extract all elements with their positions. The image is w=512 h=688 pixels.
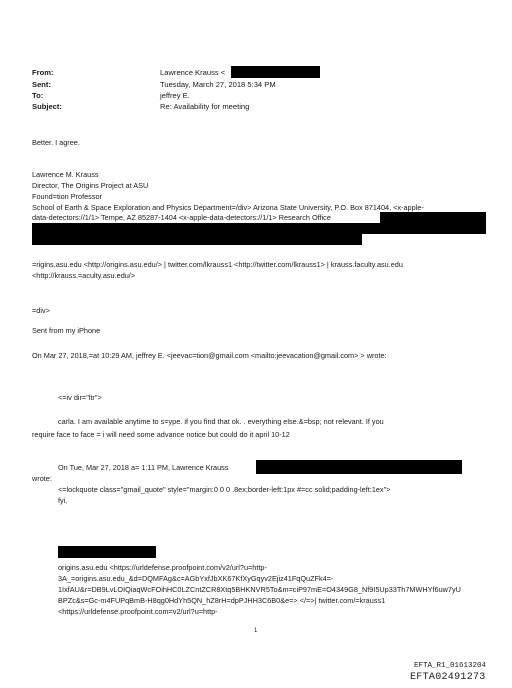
blockquote-text: <=lockquote class="gmail_quote" style="margin:0 0 0 .8ex;border-left:1px #=cc solid;padding-left:1ex"> <box>58 485 391 494</box>
sent-value: Tuesday, March 27, 2018 5:34 PM <box>160 80 276 89</box>
div-dir-text: <=iv dir="ltr"> <box>58 393 102 402</box>
url-line: origins.asu.edu <https://urldefense.proofpoint.com/v2/url?u=http- <box>58 563 267 572</box>
signature-line: School of Earth & Space Exploration and Physics Department=/div> Arizona State University, P.O. Box 871404, <x-apple- <box>32 203 424 212</box>
to-value: jeffrey E. <box>160 91 190 100</box>
redaction-block <box>32 234 362 245</box>
quoted-header: On Mar 27, 2018,=at 10:29 AM, jeffrey E. <jeevac=tion@gmail.com <mailto:jeevacation@gmail.com> > wrote: <box>32 351 387 360</box>
url-line: <https://urldefense.proofpoint.com=v2/url?u=http- <box>58 607 218 616</box>
message-line: carla. I am available anytime to s=ype. if you find that ok. . everything else.&=bsp; not relevant. If you <box>58 417 384 426</box>
url-line: BPZc&s=Gc-m4FUPqBmB-H8qg0HdYh5QN_hZ8rH=dpPJHH3C6B0&e=> </=>| twitter.com/=krauss1 <box>58 596 386 605</box>
message-line: require face to face = i will need some advance notice but could do it april 10-12 <box>32 430 290 439</box>
signature-line: Found=tion Professor <box>32 192 102 201</box>
sent-from-text: Sent from my iPhone <box>32 326 101 335</box>
footer-id: EFTA02491273 <box>410 672 486 683</box>
sent-label: Sent: <box>32 80 51 89</box>
div-close-text: =div> <box>32 306 50 315</box>
quoted-header: On Tue, Mar 27, 2018 a= 1:11 PM, Lawrence Krauss <box>58 463 229 472</box>
signature-line: Lawrence M. Krauss <box>32 170 99 179</box>
subject-label: Subject: <box>32 102 62 111</box>
reply-text: Better. I agree. <box>32 138 80 147</box>
redaction-block <box>231 66 320 78</box>
page-number: 1 <box>254 628 258 634</box>
links-line: <http://krauss.=aculty.asu.edu/> <box>32 271 136 280</box>
signature-line: Director, The Origins Project at ASU <box>32 181 149 190</box>
redaction-block <box>256 460 462 474</box>
redaction-block <box>58 546 156 558</box>
redaction-block <box>380 212 486 223</box>
signature-line: data-detectors://1/1> Tempe, AZ 85287-1404 <x-apple-data-detectors://1/1> Research Office <box>32 213 331 222</box>
fyi-text: fyi. <box>58 496 68 505</box>
links-line: =rigins.asu.edu <http://origins.asu.edu/> | twitter.com/lkrauss1 <http://twitter.com/lkrauss1> | krauss.faculty.asu.edu <box>32 260 403 269</box>
from-value: Lawrence Krauss < <box>160 68 226 77</box>
subject-value: Re: Availability for meeting <box>160 102 250 111</box>
url-line: 3A_=origins.asu.edu_&d=DQMFAg&c=AGbYxfJbXK67KfXyGqyv2Ejiz41FqQuZFk4=- <box>58 574 334 583</box>
redaction-block <box>32 223 486 234</box>
to-label: To: <box>32 91 44 100</box>
url-line: 1IxfAU&r=DB9LvLOIQiaqWcFOihHC0LZCntZCR8Xtq5BHKNVR5To&m=ciP97mE=O4349G8_Nf9I5Up33Th7MWHYf6uw7yU <box>58 585 461 594</box>
footer-ref: EFTA_R1_01613204 <box>414 662 487 670</box>
wrote-text: wrote: <box>32 474 52 483</box>
from-label: From: <box>32 68 54 77</box>
